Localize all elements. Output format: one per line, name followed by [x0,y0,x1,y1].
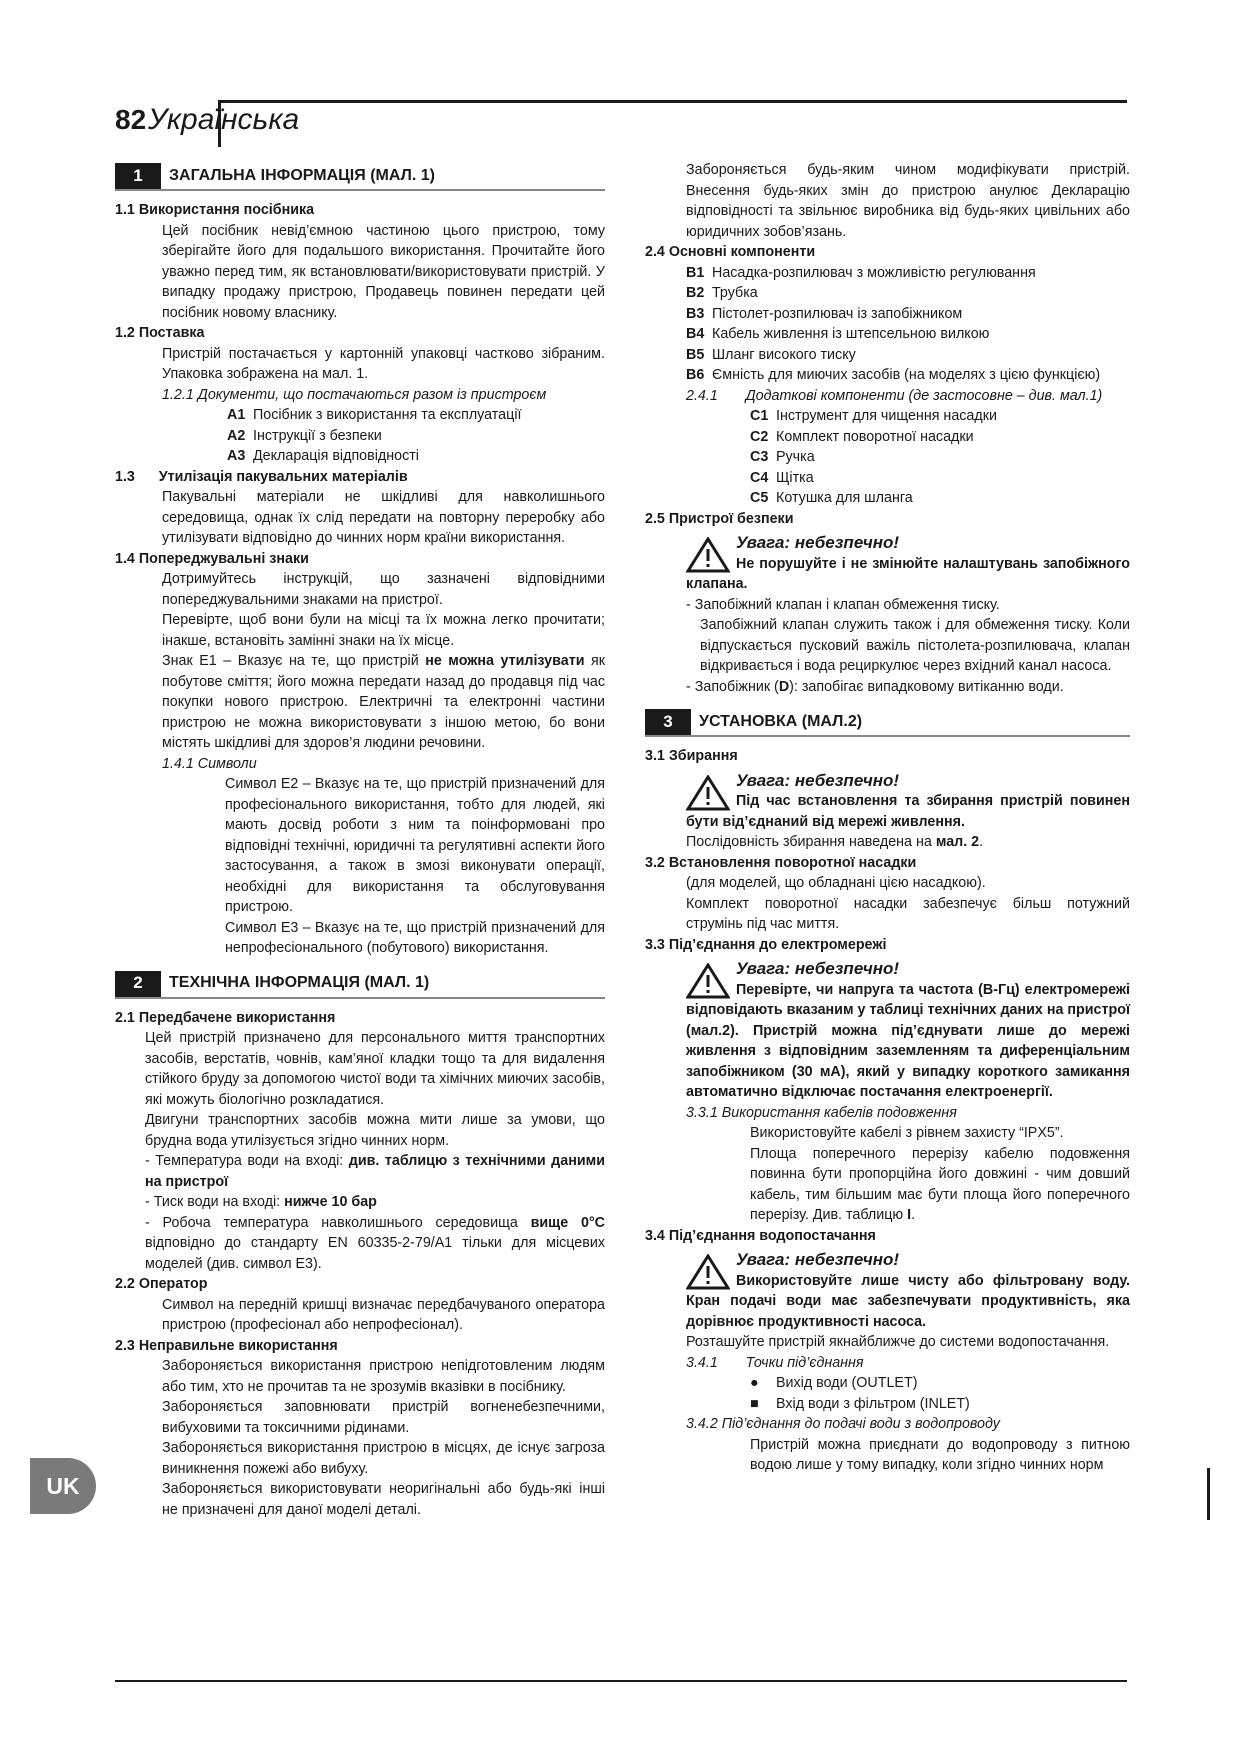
margin-mark [1207,1468,1210,1520]
subsubheading: 3.4.1 Точки під’єднання [686,1354,864,1371]
item-code: B6 [686,367,705,383]
emphasis: нижче 10 бар [284,1194,377,1210]
section-title: ЗАГАЛЬНА ІНФОРМАЦІЯ (МАЛ. 1) [169,166,435,184]
paragraph [115,1192,605,1213]
warning-icon [686,1254,730,1290]
item-code: C4 [750,469,769,486]
text: - Робоча температура навколишнього середовища [145,1214,531,1231]
text: Знак E1 – Вказує на те, що пристрій [162,653,426,669]
paragraph: Забороняється використання пристрою непідготовленим людям або тим, хто не прочитав та не зрозумів вказівки в посібнику. [162,1358,605,1395]
paragraph: Запобіжний клапан служить також і для обмеження тиску. Коли відпускається пусковий важіль пістолета-розпилювача, клапан відкривається і вода рециркулює через вхідний канал насоса. [700,617,1130,674]
right-column [645,160,1130,1476]
item-code: B4 [686,326,705,342]
warning-block [645,1250,1130,1332]
section-number: 1 [115,163,161,189]
header-rule [218,100,1127,103]
section-title: ТЕХНІЧНА ІНФОРМАЦІЯ (МАЛ. 1) [169,974,430,992]
subheading: 3.2 Встановлення поворотної насадки [645,854,917,871]
list-item [645,468,1130,489]
paragraph: Дотримуйтесь інструкцій, що зазначені відповідними попереджувальними знаками на пристрої. [162,571,605,608]
paragraph [115,1213,605,1275]
emphasis: не можна утилізувати [425,653,585,669]
warning-text: Перевірте, чи напруга та частота (В-Гц) електромережі відповідають вказаним у таблиці технічних даних на пристрої (мал.2). Пристрій можна під’єднувати лише до мережі живлення з відповідним заземленням та диференціальним запобіжником (30 мА), який у випадку короткого замикання автоматично відключає постачання електроенергії. [686,981,1130,1100]
item-text: Ручка [776,449,815,465]
subheading: 2.1 Передбачене використання [115,1009,336,1026]
item-code: C1 [750,408,769,424]
section-2-heading [115,971,605,999]
subsubheading: 3.4.2 Під’єднання до подачі води з водопроводу [686,1416,1000,1432]
item-text: Насадка-розпилювач з можливістю регулювання [712,264,1036,281]
paragraph: - Запобіжний клапан і клапан обмеження тиску. [686,596,1000,613]
subheading: 2.3 Неправильне використання [115,1337,338,1354]
warning-title: Увага: небезпечно! [736,959,900,978]
item-code: B1 [686,264,705,281]
warning-title: Увага: небезпечно! [736,533,900,552]
list-item [645,447,1130,468]
paragraph: (для моделей, що обладнані цією насадкою). [686,875,986,891]
subheading: 1.1 Використання посібника [115,202,315,218]
paragraph: Забороняється використання пристрою в місцях, де існує загроза виникнення пожежі або вибуху. [162,1440,605,1477]
emphasis: D [778,678,790,695]
warning-icon [686,537,730,573]
square-icon: ■ [750,1395,759,1412]
warning-text: Під час встановлення та збирання пристрій повинен бути від’єднаний від мережі живлення. [686,793,1130,830]
item-text: Шланг високого тиску [712,346,856,363]
item-text: Посібник з використання та експлуатації [253,407,522,423]
list-item [645,427,1130,448]
warning-icon [686,775,730,811]
language-title: Українська [148,103,300,136]
item-text: Котушка для шланга [776,490,913,506]
list-item [645,304,1130,325]
list-item [645,324,1130,345]
item-code: A1 [227,407,246,423]
text: ): запобігає випадковому витіканню води. [789,678,1064,695]
item-code: C5 [750,490,769,506]
paragraph: Символ E2 – Вказує на те, що пристрій призначений для професіонального використання, тобто для людей, які мають досвід роботи з ним та поінформовані про відповідні технічні, юридичні та регулятивні аспекти його застосування, а також в змозі виконувати операції, необхідні для використання та обслуговування пристрою. [225,776,605,915]
subheading: 3.1 Збирання [645,748,738,764]
item-text: Кабель живлення із штепсельною вилкою [712,326,990,342]
item-text: Вихід води (OUTLET) [776,1375,918,1391]
list-item [645,488,1130,509]
section-1-heading [115,163,605,191]
paragraph: Перевірте, щоб вони були на місці та їх можна легко прочитати; інакше, встановіть замінні знаки на їх місце. [162,612,605,649]
item-text: Комплект поворотної насадки [776,428,974,445]
subheading: 1.3 Утилізація пакувальних матеріалів [115,468,408,485]
paragraph: Площа поперечного перерізу кабелю подовження повинна бути пропорційна його довжині - чим довший кабель, тим більшим має бути площа його поперечного перерізу. Див. таблицю I. [750,1145,1130,1223]
item-code: B3 [686,305,705,322]
paragraph: Забороняється використовувати неоригінальні або будь-які інші не призначені для даної моделі деталі. [162,1481,605,1518]
paragraph: Забороняється будь-яким чином модифікувати пристрій. Внесення будь-яких змін до пристрою анулює Декларацію відповідності та звільнює виробника від будь-яких цивільних або юридичних зобов’язань. [686,162,1130,240]
item-code: C2 [750,428,769,445]
subsubheading: 1.2.1 Документи, що постачаються разом із пристроєм [162,386,547,403]
item-text: Інструкції з безпеки [253,427,382,444]
text: як побутове сміття; його можна передати назад до продавця під час покупки нового пристрою. Електричні та електронні частини пристрою не можна використовувати з іншою метою, бо вони містять шкідливі для здоров’я людини речовини. [162,653,605,751]
item-text: Трубка [712,285,758,301]
list-item [115,405,605,426]
list-item [645,1394,1130,1415]
paragraph: Двигуни транспортних засобів можна мити лише за умови, що брудна вода утилізується згідно чинних норм. [145,1112,605,1149]
section-3-heading [645,709,1130,737]
list-item [645,1373,1130,1394]
item-text: Щітка [776,469,814,486]
subheading: 3.3 Під’єднання до електромережі [645,936,887,953]
circle-icon: ● [750,1375,759,1391]
subheading: 1.4 Попереджувальні знаки [115,550,309,567]
warning-title: Увага: небезпечно! [736,1250,900,1269]
paragraph: Символ E3 – Вказує на те, що пристрій призначений для непрофесіонального (побутового) використання. [225,919,605,956]
warning-block [645,533,1130,595]
warning-text: Використовуйте лише чисту або фільтровану воду. Кран подачі води має забезпечувати продуктивність, яка дорівнює продуктивності насоса. [686,1272,1130,1330]
list-item [645,345,1130,366]
item-text: Вхід води з фільтром (INLET) [776,1395,970,1412]
emphasis: див. таблицю з технічними даними на пристрої [145,1153,605,1190]
item-code: C3 [750,449,769,465]
paragraph [115,1151,605,1192]
paragraph [115,651,605,754]
subsubheading: 2.4.1 Додаткові компоненти (де застосовне – див. мал.1) [686,387,1103,404]
item-text: Декларація відповідності [253,448,419,464]
paragraph [645,677,1130,698]
text: - Тиск води на вході: [145,1194,285,1210]
section-number: 2 [115,971,161,997]
list-item [115,426,605,447]
subheading: 2.2 Оператор [115,1276,208,1292]
list-item [645,406,1130,427]
list-item [645,365,1130,386]
warning-icon [686,963,730,999]
left-column [115,163,605,1520]
item-code: B2 [686,285,705,301]
item-code: B5 [686,346,705,363]
language-badge: UK [30,1458,96,1514]
list-item [115,446,605,467]
paragraph: Розташуйте пристрій якнайближче до системи водопостачання. [686,1334,1110,1350]
warning-block [645,959,1130,1103]
emphasis: I [907,1207,912,1223]
emphasis: вище 0°C [530,1214,605,1231]
subheading: 1.2 Поставка [115,325,205,341]
item-code: A2 [227,427,246,444]
item-text: Інструмент для чищення насадки [776,408,997,424]
subsubheading: 3.3.1 Використання кабелів подовження [686,1104,957,1121]
page-number: 82 [115,104,147,135]
paragraph: Послідовність збирання наведена на мал. 2. [686,834,984,850]
paragraph: Цей посібник невід’ємною частиною цього пристрою, тому зберігайте його для подальшого використання. Прочитайте його уважно перед тим, як встановлювати/використовувати пристрій. У випадку продажу пристрою, Продавець повинен передати цей посібник новому власнику. [162,222,605,321]
section-title: УСТАНОВКА (МАЛ.2) [699,712,863,730]
text: - Запобіжник ( [686,678,779,695]
paragraph: Комплект поворотної насадки забезпечує більш потужний струмінь під час миття. [686,895,1130,932]
paragraph: Забороняється заповнювати пристрій вогненебезпечними, вибуховими та токсичними рідинами. [162,1399,605,1436]
warning-text: Не порушуйте і не змінюйте налаштувань запобіжного клапана. [686,555,1130,592]
subheading: 2.5 Пристрої безпеки [645,510,794,527]
paragraph: Пристрій постачається у картонній упаковці частково зібраним. Упаковка зображена на мал. 1. [162,345,605,382]
warning-title: Увага: небезпечно! [736,770,900,790]
text: Площа поперечного перерізу кабелю подовження повинна бути пропорційна його довжині - чим довший кабель, тим більшим має бути площа його поперечного перерізу. Див. таблицю [750,1145,1130,1223]
subheading: 3.4 Під’єднання водопостачання [645,1227,876,1244]
item-code: A3 [227,448,246,464]
paragraph: Пакувальні матеріали не шкідливі для навколишнього середовища, однак їх слід передати на повторну переробку або утилізувати відповідно до чинних норм країни використання. [162,489,605,546]
paragraph: Використовуйте кабелі з рівнем захисту “IPX5”. [750,1125,1064,1141]
text: відповідно до стандарту EN 60335-2-79/A1 тільки для місцевих моделей (див. символ E3). [145,1235,605,1272]
warning-block [645,771,1130,833]
list-item [645,283,1130,304]
text: - Температура води на вході: [145,1153,349,1169]
section-number: 3 [645,709,691,735]
footer-rule [115,1680,1127,1682]
item-text: Ємність для миючих засобів (на моделях з цією функцією) [712,367,1101,383]
text: Послідовність збирання наведена на [686,834,936,850]
subsubheading: 1.4.1 Символи [162,755,257,772]
paragraph: Пристрій можна приєднати до водопроводу з питною водою лише у тому випадку, коли згідно чинних норм [750,1436,1130,1473]
emphasis: мал. 2 [935,834,980,850]
list-item [645,263,1130,284]
paragraph: Символ на передній кришці визначає передбачуваного оператора пристрою (професіонал або непрофесіонал). [162,1296,605,1333]
item-text: Пістолет-розпилювач із запобіжником [712,305,963,322]
subheading: 2.4 Основні компоненти [645,244,816,260]
paragraph: Цей пристрій призначено для персонального миття транспортних засобів, верстатів, човнів, кам’яної кладки тощо та для видалення стійкого бруду за допомогою чистої води та хімічних миючих засобів, які можуть біологічно розкладатися. [145,1030,605,1108]
